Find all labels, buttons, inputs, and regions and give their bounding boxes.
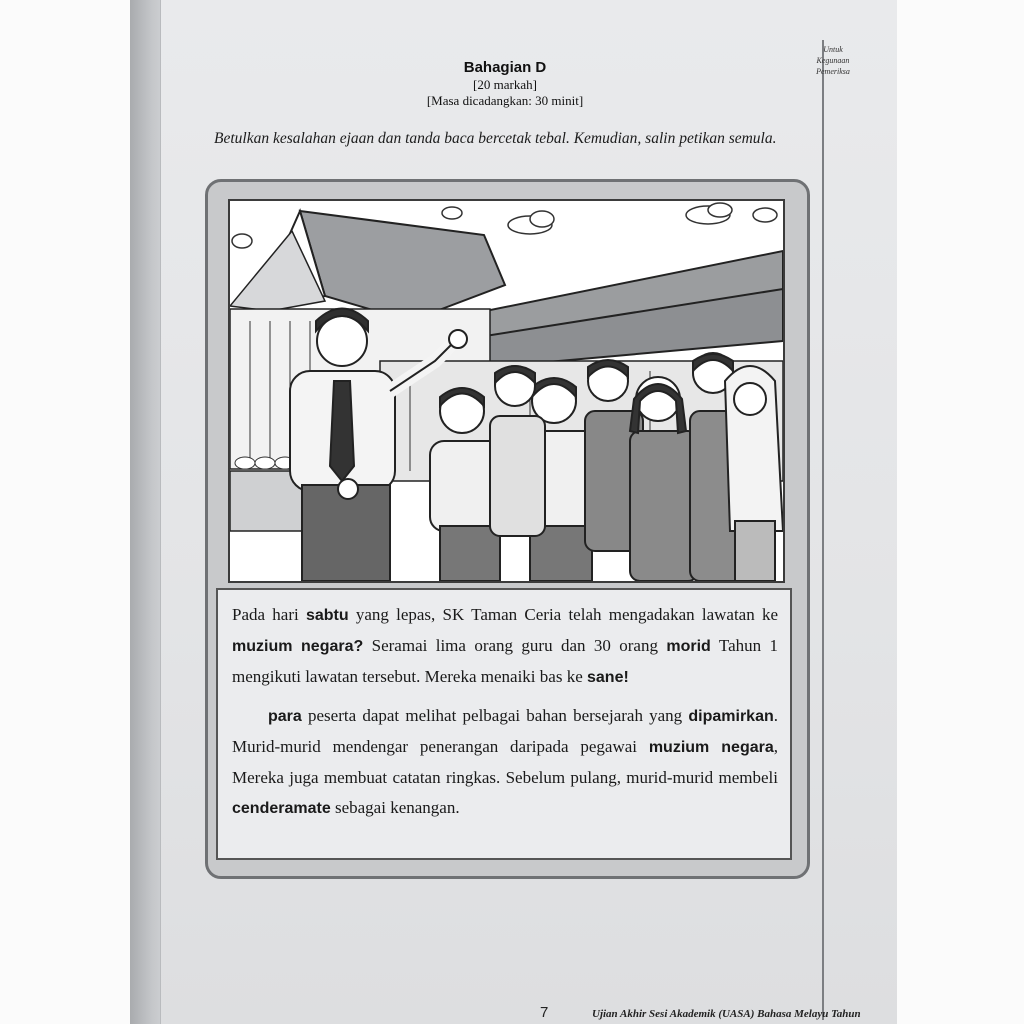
school-visit-illustration [228, 199, 785, 583]
spelling-error: para [268, 708, 302, 725]
page-number: 7 [540, 1004, 549, 1021]
spelling-error: morid [666, 638, 711, 655]
section-header [400, 58, 610, 109]
spelling-error: sane! [587, 669, 629, 686]
spelling-error: muzium negara [648, 739, 774, 756]
passage-text: Tahun 1 mengikuti lawatan tersebut. Mereka menaiki bas ke [232, 636, 778, 686]
section-title: Bahagian D [463, 59, 547, 76]
margin-note-line: Untuk [823, 45, 843, 54]
passage-text: yang lepas, SK Taman Ceria telah mengadakan lawatan ke [348, 605, 778, 624]
footer-title: Ujian Akhir Sesi Akademik (UASA) Bahasa Melayu Tahun [592, 1008, 861, 1020]
spelling-error: sabtu [305, 607, 349, 624]
passage-text: Seramai lima orang guru dan 30 orang [363, 636, 667, 655]
examiner-margin-line [822, 40, 824, 1020]
section-marks: [20 markah] [473, 77, 537, 92]
margin-note-line: Pemeriksa [816, 67, 850, 76]
background-right [896, 0, 1024, 1024]
spelling-error: cenderamate [232, 800, 331, 817]
passage-text: Pada hari [232, 605, 306, 624]
passage-text: peserta dapat melihat pelbagai bahan bersejarah yang [301, 706, 689, 725]
passage-text: , Mereka juga membuat catatan ringkas. Sebelum pulang, murid-murid membeli [232, 737, 778, 787]
spelling-error: muzium negara? [232, 638, 364, 655]
section-time: [Masa dicadangkan: 30 minit] [426, 93, 584, 108]
examiner-margin-note [800, 44, 866, 77]
passage-text: . Murid-murid mendengar penerangan daripada pegawai [232, 706, 778, 756]
passage-paragraph-2 [232, 701, 778, 824]
margin-note-line: Kegunaan [816, 56, 850, 65]
passage-box [216, 588, 792, 860]
passage-text: sebagai kenangan. [330, 798, 460, 817]
spelling-error: dipamirkan [688, 708, 774, 725]
instruction-text: Betulkan kesalahan ejaan dan tanda baca bercetak tebal. Kemudian, salin petikan semula. [214, 130, 777, 147]
passage-paragraph-1 [232, 600, 778, 693]
background-left [0, 0, 130, 1024]
